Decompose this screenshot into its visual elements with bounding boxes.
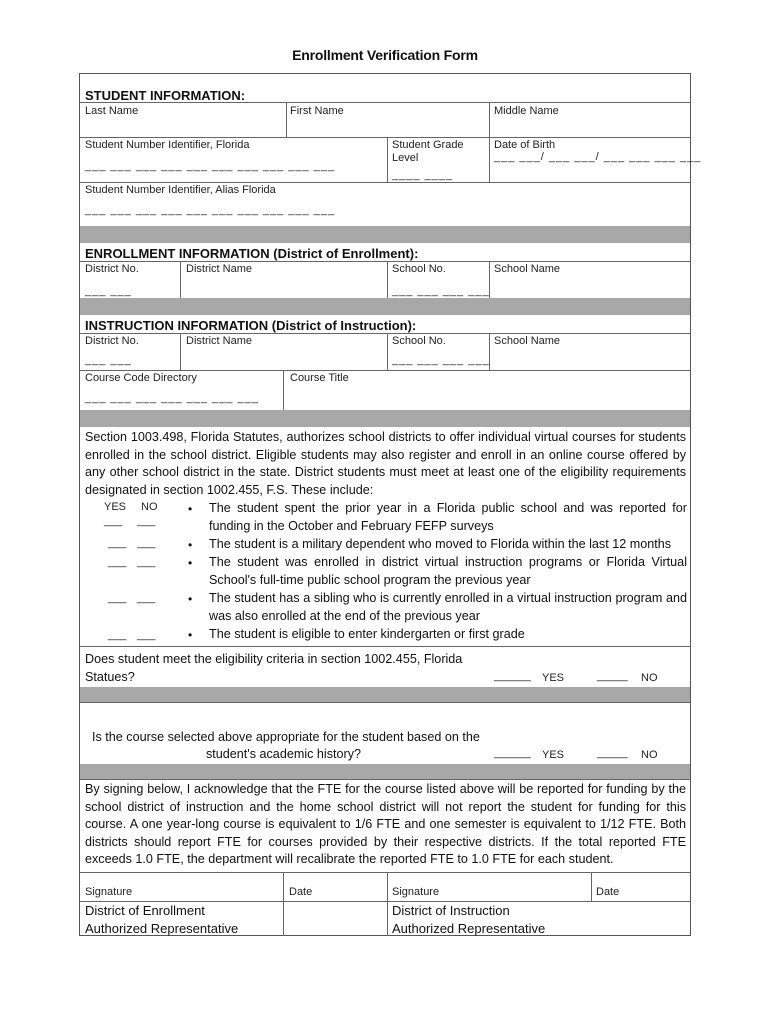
eligibility-no-label: NO bbox=[641, 672, 658, 684]
item-5-yes[interactable]: ___ bbox=[108, 629, 127, 641]
sni-alias-label: Student Number Identifier, Alias Florida bbox=[85, 184, 276, 196]
eligibility-item-4: The student has a sibling who is currently enrolled in a virtual instruction program and was also enrolled at the end of the previous year bbox=[209, 591, 687, 623]
appropriate-no-blank[interactable]: _____ bbox=[597, 747, 628, 759]
enroll-date-label: Date bbox=[289, 886, 313, 898]
no-column-header: NO bbox=[141, 501, 158, 513]
appropriate-question-line2: student's academic history? bbox=[206, 747, 362, 761]
eligibility-question: Does student meet the eligibility criteria in section 1002.455, Florida Statues? bbox=[85, 652, 463, 684]
bullet-icon: • bbox=[188, 592, 193, 606]
instr-district-no-blank[interactable]: ___ ___ bbox=[85, 354, 132, 366]
instr-school-no-label: School No. bbox=[392, 335, 446, 347]
student-info-heading: STUDENT INFORMATION: bbox=[85, 88, 246, 103]
section-separator bbox=[80, 764, 690, 779]
enroll-school-no-label: School No. bbox=[392, 263, 446, 275]
instr-school-name-label: School Name bbox=[494, 335, 561, 347]
item-1-no[interactable]: ___ bbox=[137, 515, 156, 527]
eligibility-no-blank[interactable]: _____ bbox=[597, 670, 628, 682]
last-name-label: Last Name bbox=[85, 105, 139, 117]
enroll-school-no-blank[interactable]: ___ ___ ___ ___ bbox=[392, 285, 490, 297]
instr-date-label: Date bbox=[596, 886, 620, 898]
section-separator bbox=[80, 298, 690, 315]
eligibility-item-1: The student spent the prior year in a Florida public school and was reported for funding in the October and February FEFP surveys bbox=[209, 501, 687, 533]
middle-name-label: Middle Name bbox=[494, 105, 559, 117]
instr-district-no-label: District No. bbox=[85, 335, 139, 347]
item-3-no[interactable]: ___ bbox=[137, 556, 156, 568]
instr-rep-line2: Authorized Representative bbox=[392, 921, 546, 936]
bullet-icon: • bbox=[188, 538, 193, 552]
eligibility-yes-label: YES bbox=[542, 672, 565, 684]
eligibility-item-3: The student was enrolled in district virtual instruction programs or Florida Virtual School's full-time public school program the previous year bbox=[209, 555, 687, 587]
signing-statement: By signing below, I acknowledge that the FTE for the course listed above will be reported for funding by the school district of instruction and the home school district will not report the student for funding for this course. A one year-long course is equivalent to 1/6 FTE and one semester is equivalent to 1/12 FTE. Both districts should report FTE for courses provided by their respective districts. If the total reported FTE exceeds 1.0 FTE, the department will recalibrate the reported FTE to 1.0 FTE for each student. bbox=[85, 782, 686, 867]
item-2-no[interactable]: ___ bbox=[137, 537, 156, 549]
item-3-yes[interactable]: ___ bbox=[108, 556, 127, 568]
form-title: Enrollment Verification Form bbox=[292, 47, 478, 63]
yes-column-header: YES bbox=[104, 501, 127, 513]
instr-rep-line1: District of Instruction bbox=[392, 903, 510, 918]
sni-florida-label: Student Number Identifier, Florida bbox=[85, 139, 250, 151]
enroll-rep-line2: Authorized Representative bbox=[85, 921, 239, 936]
grade-level-label: Student Grade Level bbox=[392, 139, 464, 164]
appropriate-yes-blank[interactable]: ______ bbox=[494, 747, 531, 759]
course-code-blank[interactable]: ___ ___ ___ ___ ___ ___ ___ bbox=[85, 392, 259, 404]
enroll-district-no-label: District No. bbox=[85, 263, 139, 275]
divider bbox=[80, 102, 690, 103]
eligibility-yes-blank[interactable]: ______ bbox=[494, 670, 531, 682]
enroll-district-no-blank[interactable]: ___ ___ bbox=[85, 285, 132, 297]
enroll-rep-line1: District of Enrollment bbox=[85, 903, 205, 918]
item-1-yes[interactable]: ___ bbox=[104, 515, 123, 527]
eligibility-intro: Section 1003.498, Florida Statutes, authorizes school districts to offer individual virtual courses for students enrolled in the school district. Eligible students may also register and enroll in an online course offered by any other school district in the state. District students must meet at least one of the eligibility requirements designated in section 1002.455, F.S. These include: bbox=[85, 430, 686, 497]
bullet-icon: • bbox=[188, 628, 193, 642]
sni-alias-blank[interactable]: ___ ___ ___ ___ ___ ___ ___ ___ ___ ___ bbox=[85, 204, 336, 216]
grade-level-blank[interactable]: ____ ____ bbox=[392, 169, 453, 181]
instr-signature-label: Signature bbox=[392, 886, 440, 898]
eligibility-item-2: The student is a military dependent who moved to Florida within the last 12 months bbox=[209, 537, 672, 551]
dob-blank[interactable]: ___ ___/ ___ ___/ ___ ___ ___ ___ bbox=[494, 151, 702, 163]
bullet-icon: • bbox=[188, 502, 193, 516]
instr-district-name-label: District Name bbox=[186, 335, 253, 347]
appropriate-yes-label: YES bbox=[542, 749, 565, 761]
item-4-no[interactable]: ___ bbox=[137, 592, 156, 604]
instruction-info-heading: INSTRUCTION INFORMATION (District of Instruction): bbox=[85, 318, 417, 333]
section-separator bbox=[80, 410, 690, 427]
item-2-yes[interactable]: ___ bbox=[108, 537, 127, 549]
section-separator bbox=[80, 687, 690, 702]
enroll-school-name-label: School Name bbox=[494, 263, 561, 275]
appropriate-question-line1: Is the course selected above appropriate for the student based on the bbox=[92, 730, 480, 744]
dob-label: Date of Birth bbox=[494, 139, 556, 151]
first-name-label: First Name bbox=[290, 105, 344, 117]
item-4-yes[interactable]: ___ bbox=[108, 592, 127, 604]
item-5-no[interactable]: ___ bbox=[137, 629, 156, 641]
eligibility-item-5: The student is eligible to enter kindergarten or first grade bbox=[209, 627, 525, 641]
course-title-label: Course Title bbox=[290, 372, 349, 384]
course-code-label: Course Code Directory bbox=[85, 372, 197, 384]
enroll-signature-label: Signature bbox=[85, 886, 133, 898]
enroll-district-name-label: District Name bbox=[186, 263, 253, 275]
instr-school-no-blank[interactable]: ___ ___ ___ ___ bbox=[392, 354, 490, 366]
sni-florida-blank[interactable]: ___ ___ ___ ___ ___ ___ ___ ___ ___ ___ bbox=[85, 160, 336, 172]
appropriate-no-label: NO bbox=[641, 749, 658, 761]
enrollment-verification-form bbox=[79, 73, 702, 936]
section-separator bbox=[80, 226, 690, 243]
enrollment-info-heading: ENROLLMENT INFORMATION (District of Enrollment): bbox=[85, 246, 419, 261]
bullet-icon: • bbox=[188, 556, 193, 570]
